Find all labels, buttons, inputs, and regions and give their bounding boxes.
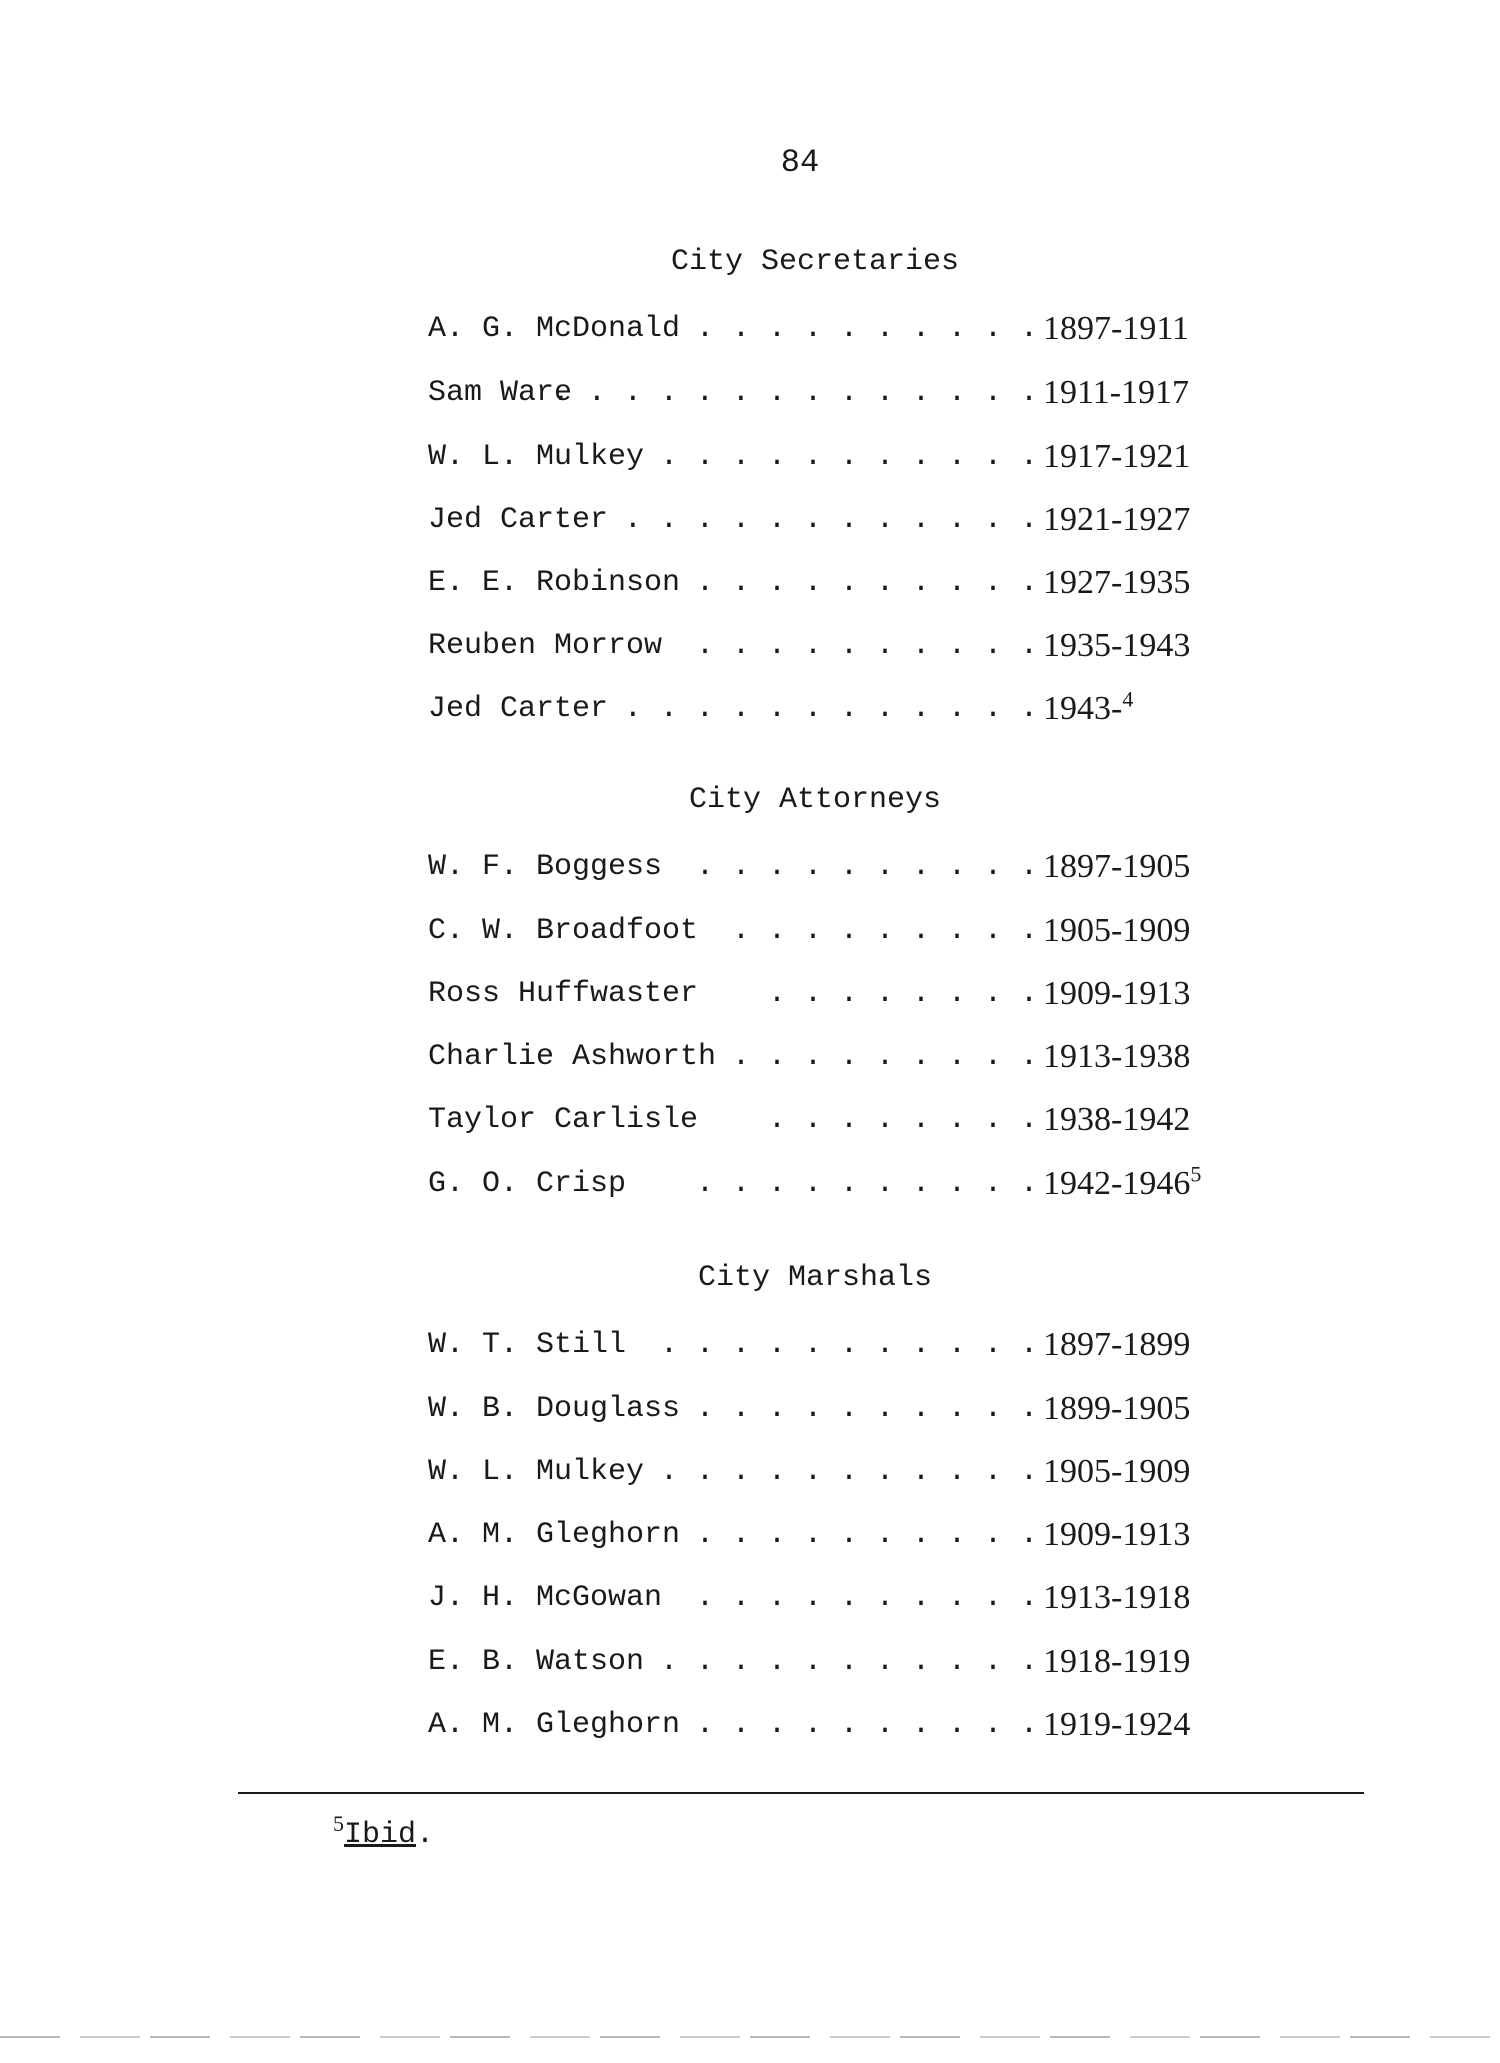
- dot-leader: . . . . . . . . .: [731, 1040, 1038, 1074]
- list-item: [428, 1452, 1218, 1492]
- entry-name: W. B. Douglass: [428, 1392, 681, 1426]
- entry-years: 1927-1935: [1043, 564, 1191, 601]
- entry-name: Reuben Morrow: [428, 629, 663, 663]
- entry-name: A. G. McDonald: [428, 312, 681, 346]
- entry-name: J. H. McGowan: [428, 1581, 663, 1615]
- dot-leader: . . . . . . . . . .: [695, 1581, 1038, 1615]
- dot-leader: . . . . . . . . . .: [695, 1167, 1038, 1201]
- scan-edge-line: [0, 2036, 1500, 2038]
- entry-name: G. O. Crisp: [428, 1167, 627, 1201]
- list-item: [428, 1100, 1218, 1140]
- dot-leader: . . . . . . . . . .: [695, 1392, 1038, 1426]
- entry-name: Sam Ware: [428, 376, 573, 410]
- dot-leader: . . . . . . . . . .: [695, 629, 1038, 663]
- page-number-text: 84: [780, 144, 820, 181]
- entry-years: 1913-1938: [1043, 1038, 1191, 1075]
- list-item: [428, 974, 1218, 1014]
- entry-name: W. F. Boggess: [428, 850, 663, 884]
- entry-years: 1935-1943: [1043, 627, 1191, 664]
- entry-name: A. M. Gleghorn: [428, 1708, 681, 1742]
- entry-years: 1909-1913: [1043, 975, 1191, 1012]
- entry-years: 1905-1909: [1043, 1453, 1191, 1490]
- list-item: [428, 847, 1218, 887]
- dot-leader: . . . . . . . .: [767, 1103, 1038, 1137]
- entry-years: 1938-1942: [1043, 1101, 1191, 1138]
- entry-years: 1918-1919: [1043, 1643, 1191, 1680]
- entry-name: Ross Huffwaster: [428, 977, 699, 1011]
- entry-years: 1897-1905: [1043, 848, 1191, 885]
- list-item: [428, 911, 1218, 951]
- entry-name: Taylor Carlisle: [428, 1103, 699, 1137]
- footnote-rule: [238, 1792, 1364, 1794]
- dot-leader: . . . . . . . . . .: [695, 312, 1038, 346]
- entry-name: W. T. Still: [428, 1328, 627, 1362]
- page-number: [0, 144, 1500, 181]
- entry-name: W. L. Mulkey: [428, 440, 645, 474]
- list-item: [428, 626, 1218, 666]
- entry-years: 1899-1905: [1043, 1390, 1191, 1427]
- entry-years: 1921-1927: [1043, 501, 1191, 538]
- footnote-text: Ibid: [344, 1818, 417, 1852]
- list-item: [428, 500, 1218, 540]
- section-heading-city-marshals: City Marshals: [697, 1261, 933, 1295]
- section-heading-city-attorneys: City Attorneys: [688, 783, 942, 817]
- list-item: [428, 1642, 1218, 1682]
- footnote-number: 5: [333, 1811, 344, 1836]
- dot-leader: . . . . . . . . . . .: [659, 440, 1038, 474]
- entry-years: 1913-1918: [1043, 1579, 1191, 1616]
- entry-name: Jed Carter: [428, 503, 609, 537]
- footnote: [333, 1811, 435, 1855]
- entry-name: A. M. Gleghorn: [428, 1518, 681, 1552]
- footnote-ref: 5: [1190, 1161, 1202, 1187]
- list-item: [428, 1389, 1218, 1429]
- footnote-ref: 4: [1122, 686, 1134, 712]
- list-item: [428, 1037, 1218, 1077]
- dot-leader: . . . . . . . . . . .: [659, 1645, 1038, 1679]
- entry-years: 1911-1917: [1043, 374, 1190, 411]
- list-item: [428, 563, 1218, 603]
- dot-leader: . . . . . . . . .: [731, 914, 1038, 948]
- dot-leader: . . . . . . . .: [767, 977, 1038, 1011]
- dot-leader: . . . . . . . . . . . . . .: [551, 376, 1038, 410]
- list-item: [428, 373, 1218, 413]
- list-item: [428, 1705, 1218, 1745]
- dot-leader: . . . . . . . . . . . .: [623, 692, 1038, 726]
- footnote-punctuation: .: [416, 1818, 435, 1852]
- list-item: [428, 437, 1218, 477]
- section-heading-city-secretaries: City Secretaries: [670, 245, 960, 279]
- dot-leader: . . . . . . . . . .: [695, 850, 1038, 884]
- entry-name: Charlie Ashworth: [428, 1040, 717, 1074]
- dot-leader: . . . . . . . . . .: [695, 1708, 1038, 1742]
- dot-leader: . . . . . . . . . .: [695, 1518, 1038, 1552]
- list-item: [428, 1515, 1218, 1555]
- list-item: [428, 1578, 1218, 1618]
- dot-leader: . . . . . . . . . . .: [659, 1328, 1038, 1362]
- entry-years: 1897-1899: [1043, 1326, 1191, 1363]
- entry-name: W. L. Mulkey: [428, 1455, 645, 1489]
- dot-leader: . . . . . . . . . .: [695, 566, 1038, 600]
- list-item: [428, 1161, 1218, 1204]
- list-item: [428, 686, 1218, 729]
- list-item: [428, 309, 1218, 349]
- entry-years: 1909-1913: [1043, 1516, 1191, 1553]
- entry-years: 1897-1911: [1043, 310, 1190, 347]
- dot-leader: . . . . . . . . . . .: [659, 1455, 1038, 1489]
- entry-years: 1943-$^4$: [1043, 686, 1134, 727]
- list-item: [428, 1325, 1218, 1365]
- entry-name: E. E. Robinson: [428, 566, 681, 600]
- entry-years: 1917-1921: [1043, 438, 1191, 475]
- entry-name: Jed Carter: [428, 692, 609, 726]
- entry-years: 1905-1909: [1043, 912, 1191, 949]
- entry-years: 1942-1946$^5$: [1043, 1161, 1202, 1202]
- dot-leader: . . . . . . . . . . . .: [623, 503, 1038, 537]
- entry-name: C. W. Broadfoot: [428, 914, 699, 948]
- entry-years: 1919-1924: [1043, 1706, 1191, 1743]
- entry-name: E. B. Watson: [428, 1645, 645, 1679]
